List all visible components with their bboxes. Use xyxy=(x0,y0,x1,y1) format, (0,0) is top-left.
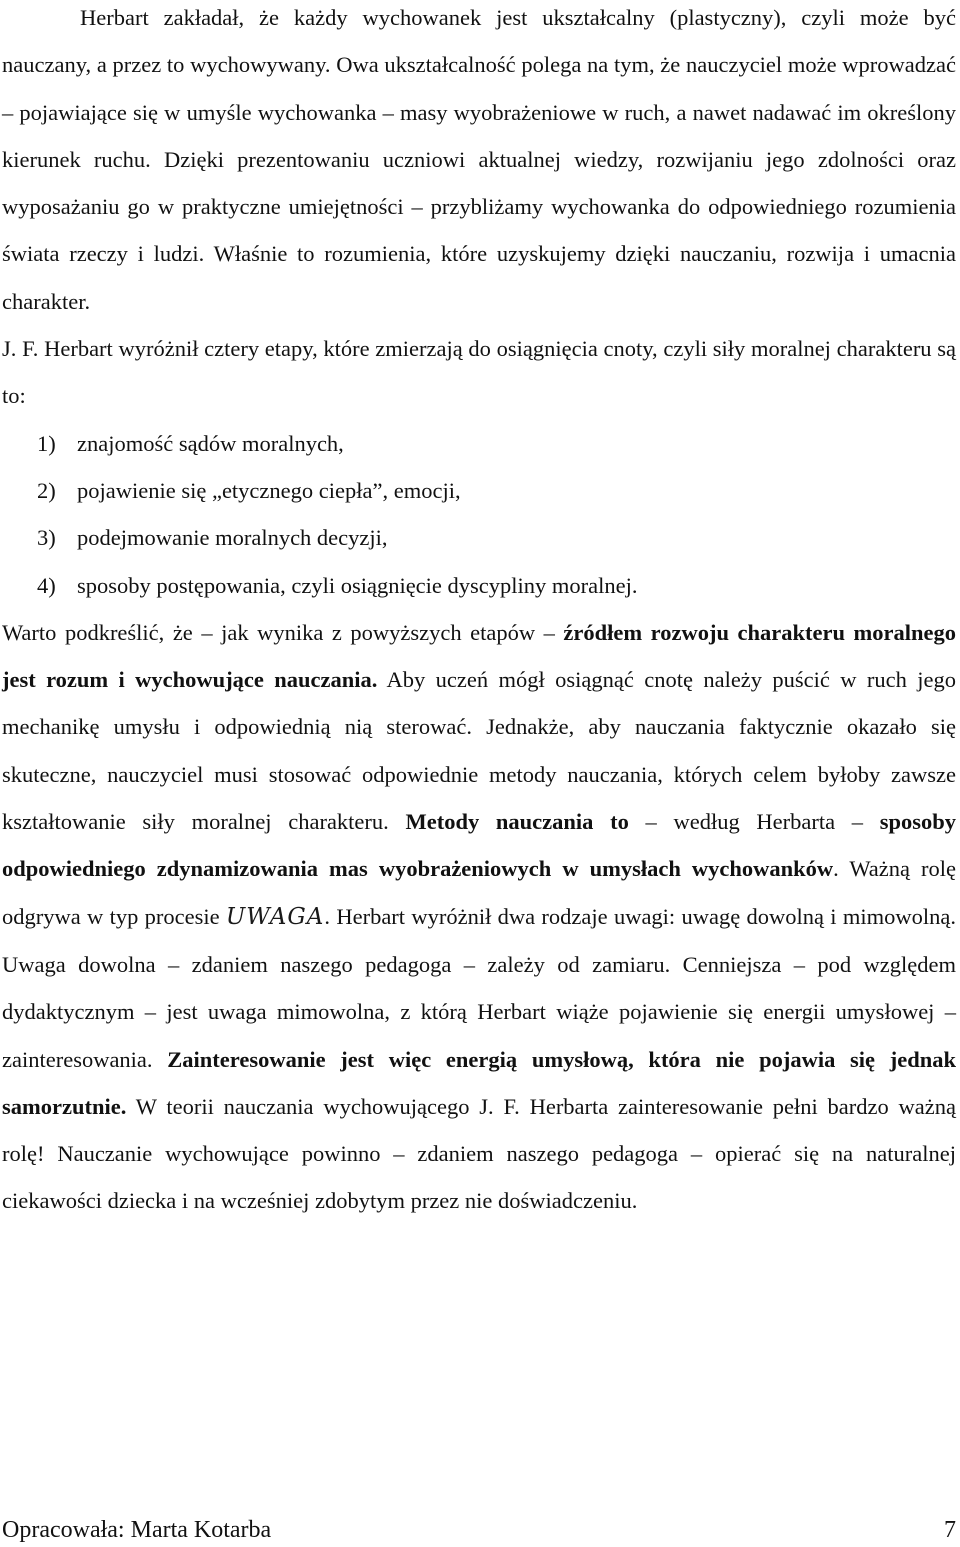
paragraph-text: Herbart zakładał, że każdy wychowanek jest ukształcalny (plastyczny), czyli może być nauczany, a przez to wychowywany. Owa ukształcalność polega na tym, że nauczyciel może wprowadzać – pojawiające się w umyśle wychowanka – masy wyobrażeniowe w ruch, a nawet nadawać im określony kierunek ruchu. Dzięki prezentowaniu uczniowi aktualnej wiedzy, rozwijaniu jego zdolności oraz wyposażaniu go w praktyczne umiejętności – przybliżamy wychowanka do odpowiedniego rozumienia świata rzeczy i ludzi. Właśnie to rozumienia, które uzyskujemy dzięki nauczaniu, rozwija i umacnia charakter. xyxy=(2,5,956,314)
list-item xyxy=(2,514,956,561)
paragraph-text: J. F. Herbart wyróżnił cztery etapy, które zmierzają do osiągnięcia cnoty, czyli siły moralnej charakteru są to: xyxy=(2,336,956,409)
paragraph-text: Warto podkreślić, że – jak wynika z powyższych etapów – xyxy=(2,619,564,645)
paragraph-text: – według Herbarta – xyxy=(628,809,880,835)
list-item xyxy=(2,562,956,609)
list-item xyxy=(2,420,956,467)
paragraph-attention xyxy=(2,609,956,1225)
paragraph-text: Aby uczeń mógł osiągnąć cnotę należy puścić w ruch jego mechanikę umysłu i odpowiednią nią sterować. Jednakże, aby nauczania faktycznie okazało się skuteczne, nauczyciel musi stosować odpowiednie metody nauczania, których celem byłoby zawsze kształtowanie siły moralnej charakteru. xyxy=(2,667,956,835)
list-text: pojawienie się „etycznego ciepła”, emocji, xyxy=(77,477,461,503)
paragraph-plasticity xyxy=(2,0,956,325)
list-number: 3) xyxy=(37,525,56,551)
bold-phrase: sposoby odpowiedniego zdynamizowania mas wyobrażeniowych w umysłach wychowanków xyxy=(2,809,956,882)
paragraph-text: W teorii nauczania wychowującego J. F. Herbarta zainteresowanie pełni bardzo ważną rolę! Nauczanie wychowujące powinno – zdaniem naszego pedagoga – opierać się na naturalnej ciekawości dziecka i na wcześniej zdobytym przez nie doświadczeniu. xyxy=(2,1093,956,1214)
footer-author: Opracowała: Marta Kotarba xyxy=(2,1517,272,1543)
document-body xyxy=(2,0,956,1225)
list-number: 4) xyxy=(37,572,56,598)
list-text: znajomość sądów moralnych, xyxy=(77,430,344,456)
paragraph-text: . Herbart wyróżnił dwa rodzaje uwagi: uwagę dowolną i mimowolną. Uwaga dowolna – zdaniem naszego pedagoga – zależy od zamiaru. Cenniejsza – pod względem dydaktycznym – jest uwaga mimowolna, z którą Herbart wiąże pojawienie się energii umysłowej – zainteresowania. xyxy=(2,903,956,1072)
paragraph-four-stages xyxy=(2,325,956,420)
bold-phrase: Zainteresowanie jest więc energią umysłową, która nie pojawia się jednak samorzutnie. xyxy=(2,1046,957,1119)
list-item xyxy=(2,467,956,514)
list-text: podejmowanie moralnych decyzji, xyxy=(77,525,388,551)
page-footer xyxy=(0,1515,960,1545)
list-number: 1) xyxy=(37,430,56,456)
list-text: sposoby postępowania, czyli osiągnięcie dyscypliny moralnej. xyxy=(77,572,638,598)
script-word: UWAGA xyxy=(225,903,325,930)
page-number: 7 xyxy=(944,1517,956,1543)
stages-list xyxy=(2,420,956,609)
list-number: 2) xyxy=(37,477,56,503)
paragraph-text: . Ważną rolę odgrywa w typ procesie xyxy=(2,856,957,929)
bold-phrase: źródłem rozwoju charakteru moralnego jest rozum i wychowujące nauczania. xyxy=(2,619,957,693)
bold-phrase: Metody nauczania to xyxy=(405,809,629,835)
